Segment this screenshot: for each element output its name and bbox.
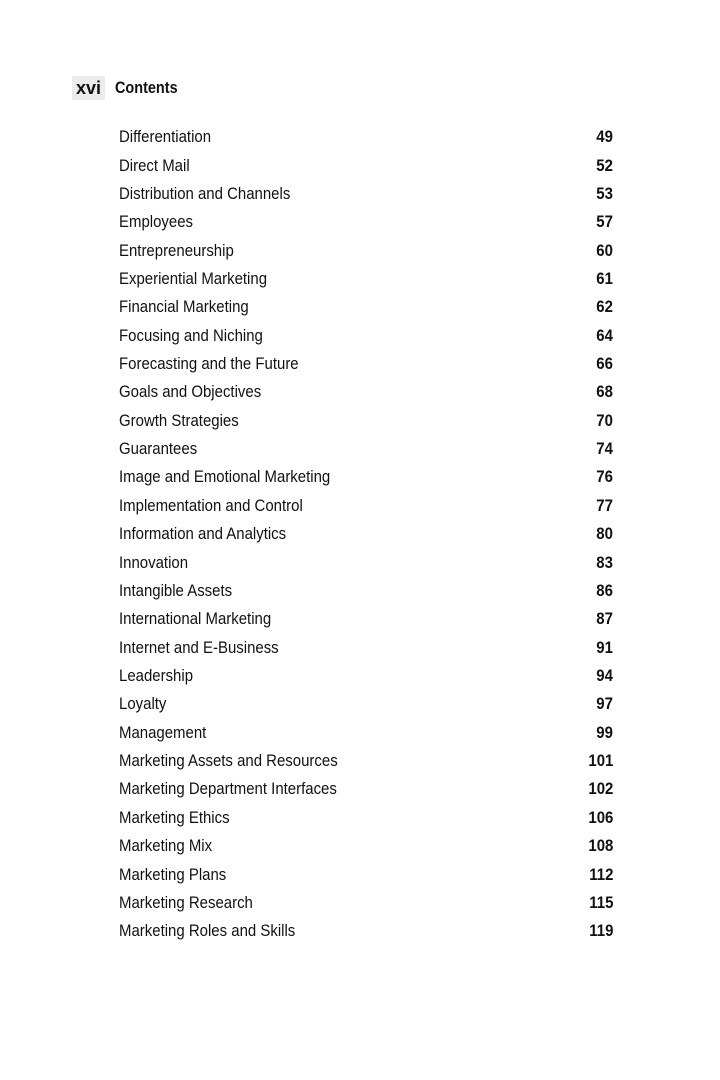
toc-entry — [119, 265, 613, 293]
toc-entry-title: Marketing Plans — [119, 864, 227, 884]
toc-entry-page: 106 — [588, 807, 613, 827]
toc-entry-title: Internet and E-Business — [119, 637, 279, 657]
toc-entry-title: Goals and Objectives — [119, 382, 262, 402]
toc-entry-page: 61 — [596, 268, 613, 288]
toc-entry-title: Growth Strategies — [119, 410, 239, 430]
toc-entry — [119, 690, 613, 718]
toc-entry-title: Differentiation — [119, 127, 212, 147]
toc-entry-title: Management — [119, 722, 207, 742]
toc-entry — [119, 605, 613, 633]
toc-entry-title: Forecasting and the Future — [119, 354, 299, 374]
toc-entry — [119, 208, 613, 236]
toc-entry — [119, 350, 613, 378]
toc-entry-page: 52 — [596, 155, 613, 175]
toc-entry-page: 62 — [596, 297, 613, 317]
toc-entry — [119, 492, 613, 520]
toc-entry-page: 86 — [596, 580, 613, 600]
toc-entry — [119, 860, 613, 888]
toc-entry — [119, 123, 613, 151]
toc-entry — [119, 804, 613, 832]
toc-entry — [119, 407, 613, 435]
contents-list — [119, 123, 613, 945]
toc-entry — [119, 151, 613, 179]
running-header — [72, 76, 189, 100]
toc-entry-page: 53 — [596, 183, 613, 203]
toc-entry — [119, 832, 613, 860]
page-number: xvi — [72, 76, 105, 100]
toc-entry-title: Marketing Assets and Resources — [119, 751, 338, 771]
page-title: Contents — [115, 78, 178, 97]
toc-entry-page: 112 — [588, 864, 613, 884]
toc-entry-title: Direct Mail — [119, 155, 190, 175]
toc-entry — [119, 548, 613, 576]
toc-entry-page: 119 — [588, 921, 613, 941]
toc-entry-title: Intangible Assets — [119, 580, 233, 600]
toc-entry — [119, 917, 613, 945]
toc-entry-title: Marketing Department Interfaces — [119, 779, 337, 799]
toc-entry-page: 77 — [596, 495, 613, 515]
toc-entry-page: 80 — [596, 524, 613, 544]
toc-entry-page: 115 — [588, 892, 613, 912]
toc-entry-page: 91 — [596, 637, 613, 657]
toc-entry-title: Entrepreneurship — [119, 240, 234, 260]
toc-entry — [119, 577, 613, 605]
toc-entry-title: Innovation — [119, 552, 189, 572]
toc-entry-title: Marketing Mix — [119, 836, 213, 856]
toc-entry-title: Financial Marketing — [119, 297, 249, 317]
toc-entry — [119, 719, 613, 747]
toc-entry-title: Experiential Marketing — [119, 268, 268, 288]
toc-entry-page: 64 — [596, 325, 613, 345]
toc-entry — [119, 180, 613, 208]
toc-entry-page: 76 — [596, 467, 613, 487]
toc-entry-page: 87 — [596, 609, 613, 629]
toc-entry — [119, 633, 613, 661]
toc-entry-title: Focusing and Niching — [119, 325, 263, 345]
toc-entry — [119, 293, 613, 321]
toc-entry-title: Leadership — [119, 666, 194, 685]
toc-entry-page: 68 — [596, 382, 613, 402]
toc-entry — [119, 520, 613, 548]
toc-entry-title: Guarantees — [119, 439, 198, 459]
toc-entry-page: 60 — [596, 240, 613, 260]
toc-entry-page: 108 — [588, 836, 613, 856]
toc-entry — [119, 662, 613, 690]
toc-entry-page: 102 — [588, 779, 613, 799]
toc-entry — [119, 236, 613, 264]
toc-entry-page: 74 — [596, 439, 613, 459]
toc-entry — [119, 463, 613, 491]
toc-entry — [119, 435, 613, 463]
toc-entry-title: Image and Emotional Marketing — [119, 467, 331, 487]
toc-entry-page: 99 — [596, 722, 613, 742]
toc-entry — [119, 889, 613, 917]
toc-entry-page: 70 — [596, 410, 613, 430]
toc-entry-page: 49 — [596, 127, 613, 147]
toc-entry — [119, 322, 613, 350]
toc-entry-title: Loyalty — [119, 694, 167, 714]
toc-entry-page: 83 — [596, 552, 613, 572]
toc-entry-page: 66 — [596, 354, 613, 374]
toc-entry-title: Employees — [119, 212, 194, 232]
toc-entry-page: 57 — [596, 212, 613, 232]
toc-entry-page: 101 — [588, 751, 613, 771]
toc-entry — [119, 378, 613, 406]
toc-entry-page: 97 — [596, 694, 613, 714]
toc-entry — [119, 747, 613, 775]
toc-entry-page: 94 — [596, 666, 613, 685]
toc-entry-title: Information and Analytics — [119, 524, 287, 544]
toc-entry-title: Marketing Research — [119, 892, 253, 912]
toc-entry-title: Marketing Roles and Skills — [119, 921, 296, 941]
toc-entry-title: Marketing Ethics — [119, 807, 230, 827]
toc-entry-title: Implementation and Control — [119, 495, 303, 515]
toc-entry-title: Distribution and Channels — [119, 183, 291, 203]
toc-entry — [119, 775, 613, 803]
toc-entry-title: International Marketing — [119, 609, 272, 629]
